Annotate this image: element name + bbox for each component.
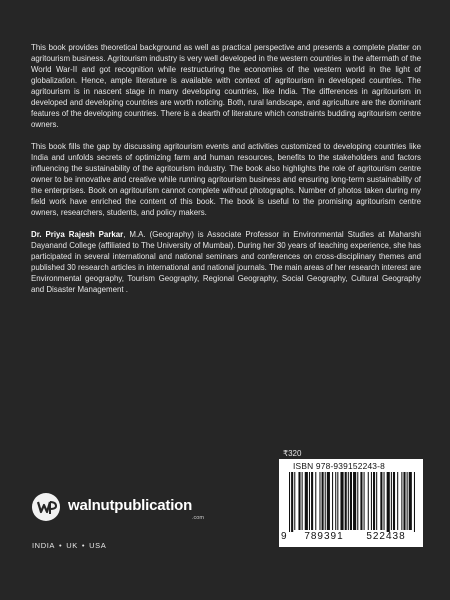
barcode-bar xyxy=(376,472,377,530)
barcode-bar xyxy=(397,472,398,530)
barcode-bar xyxy=(337,472,338,530)
country-uk: UK xyxy=(66,541,78,550)
barcode-digits-left: 789391 xyxy=(304,531,344,542)
barcode-bar xyxy=(327,472,330,530)
barcode-bar xyxy=(414,472,415,532)
barcode-bar xyxy=(384,472,385,530)
barcode-bar xyxy=(298,472,300,530)
country-india: INDIA xyxy=(32,541,56,550)
barcode-bar xyxy=(291,472,293,532)
author-bio xyxy=(31,229,421,295)
book-description xyxy=(31,42,421,306)
barcode-bar xyxy=(319,472,320,530)
barcode-bar xyxy=(335,472,336,530)
barcode-bar xyxy=(407,472,408,530)
barcode-bar xyxy=(322,472,324,530)
publisher-logo xyxy=(32,489,222,529)
description-paragraph-1: This book provides theoretical background as well as practical perspective and presents a complete platter on agritourism business. Agritourism industry is very well developed in the western countries in the aftermath of the World War-II and got recognition while restructuring the economies of the western world in the light of globalization. Hence, ample literature is available with context of agritourism in developed countries. The agritourism is in nascent stage in many developing countries, like India. The differences in agritourism in developed and developing countries are worth noticing. Both, rural landscape, and agriculture are the dominant features of the developing countries. There is a dearth of literature which constraints budding agritourism centre owners. xyxy=(31,43,421,129)
publisher-logo-icon xyxy=(32,493,60,521)
barcode-bar xyxy=(391,472,392,530)
author-name: Dr. Priya Rajesh Parkar xyxy=(31,230,124,239)
barcode-digit-first: 9 xyxy=(281,531,287,542)
barcode-bar xyxy=(305,472,308,530)
barcode-bar xyxy=(325,472,326,530)
barcode-bar xyxy=(350,472,352,530)
barcode-bar xyxy=(409,472,412,530)
barcode-bar xyxy=(373,472,375,530)
barcode-bar xyxy=(368,472,369,530)
publisher-name: walnutpublication xyxy=(68,497,193,514)
publisher-countries: INDIA • UK • USA xyxy=(32,541,107,550)
barcode-bar xyxy=(371,472,372,530)
barcode-digits-right: 522438 xyxy=(366,531,406,542)
author-bio-text: , M.A. (Geography) is Associate Professor in Environmental Studies at Maharshi Dayanand College (affiliated to The University of Mumbai). During her 30 years of teaching experience, she has participated in several international and national seminars and conferences on cross-disciplinary themes and published 30 research articles in international and national journals. The main areas of her research interest are Environmental geography, Tourism Geography, Regional Geography, Social Geography, Cultural Geography and Disaster Management . xyxy=(31,230,421,294)
barcode-bar xyxy=(353,472,356,530)
barcode-bars xyxy=(287,472,419,532)
barcode-bar xyxy=(315,472,316,530)
barcode-bar xyxy=(340,472,343,530)
barcode-bar xyxy=(357,472,358,530)
isbn-number: ISBN 978-939152243-8 xyxy=(293,461,386,471)
barcode-bar xyxy=(309,472,310,530)
barcode-bar xyxy=(289,472,290,532)
barcode-bar xyxy=(332,472,333,530)
barcode-bar xyxy=(403,472,405,530)
isbn-barcode xyxy=(279,459,423,547)
barcode-bar xyxy=(393,472,395,530)
description-paragraph-2: This book fills the gap by discussing agritourism events and activities customized to developing countries like India and unfolds secrets of optimizing farm and human resources, benefits to the stakeholders and factors influencing the sustainability of the agritourism industry. The book also highlights the role of agritourism centre owner to be innovative and creative while running agritourism business and ensuring long-term sustainability of the enterprises. Book on agritourism cannot complete without photographs. Number of photos taken during my field work have enriched the content of this book. The book is useful to the promising agritourism centre owners, researchers, students, and policy makers. xyxy=(31,142,421,217)
barcode-digits xyxy=(281,531,423,542)
barcode-bar xyxy=(348,472,349,530)
barcode-bar xyxy=(311,472,313,530)
barcode-bar xyxy=(294,472,295,530)
barcode-bar xyxy=(380,472,382,530)
barcode-bar xyxy=(360,472,362,530)
country-usa: USA xyxy=(89,541,107,550)
barcode-bar xyxy=(345,472,347,530)
barcode-bar xyxy=(364,472,365,530)
price-label: ₹320 xyxy=(283,449,302,458)
publisher-domain: .com xyxy=(192,515,204,521)
barcode-bar xyxy=(302,472,303,530)
barcode-bar xyxy=(387,472,390,532)
barcode-bar xyxy=(401,472,402,530)
